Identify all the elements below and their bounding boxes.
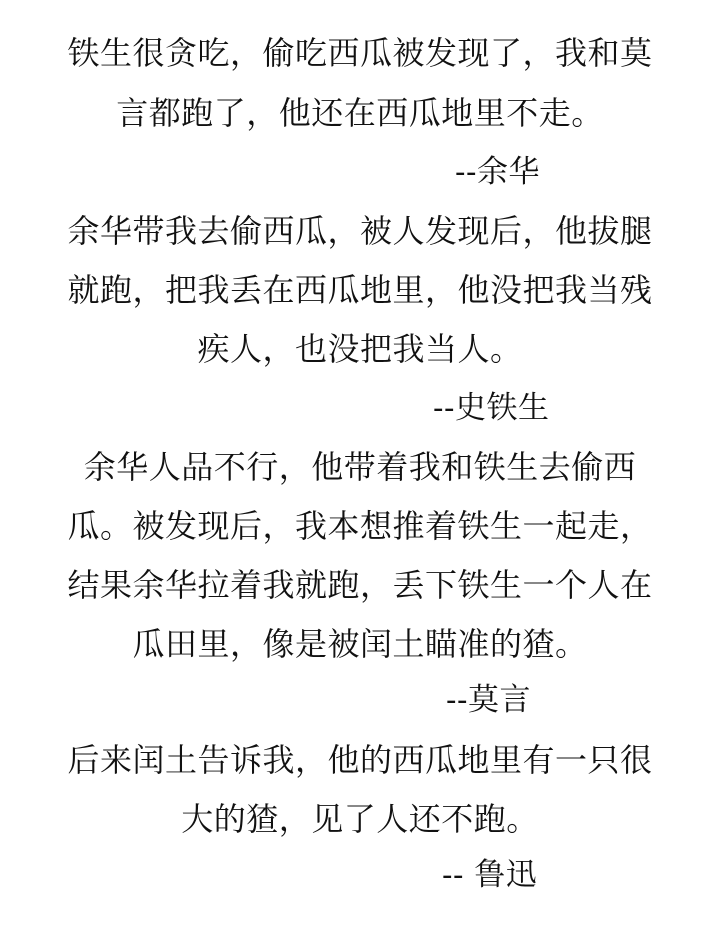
passage-2-signature: --史铁生 <box>433 390 550 426</box>
passage-3-line-2: 瓜。被发现后，我本想推着铁生一起走， <box>67 507 653 545</box>
passage-4-line-2: 大的猹，见了人还不跑。 <box>181 800 539 838</box>
passage-3-signature: --莫言 <box>446 682 531 718</box>
passage-2-line-1: 余华带我去偷西瓜，被人发现后，他拔腿 <box>67 212 653 250</box>
passage-3-line-3: 结果余华拉着我就跑，丢下铁生一个人在 <box>67 566 653 604</box>
passage-1-line-1: 铁生很贪吃，偷吃西瓜被发现了，我和莫 <box>67 34 653 72</box>
passage-2-line-3: 疾人，也没把我当人。 <box>197 330 523 368</box>
passage-4-signature: -- 鲁迅 <box>442 857 538 893</box>
passage-1-line-2: 言都跑了，他还在西瓜地里不走。 <box>116 94 604 132</box>
passage-3-line-4: 瓜田里，像是被闰土瞄准的猹。 <box>132 625 588 663</box>
passage-3-line-1: 余华人品不行，他带着我和铁生去偷西 <box>83 448 637 486</box>
passage-4-line-1: 后来闰土告诉我，他的西瓜地里有一只很 <box>67 741 653 779</box>
passage-2-line-2: 就跑，把我丢在西瓜地里，他没把我当残 <box>67 271 653 309</box>
passage-1-signature: --余华 <box>455 154 540 190</box>
